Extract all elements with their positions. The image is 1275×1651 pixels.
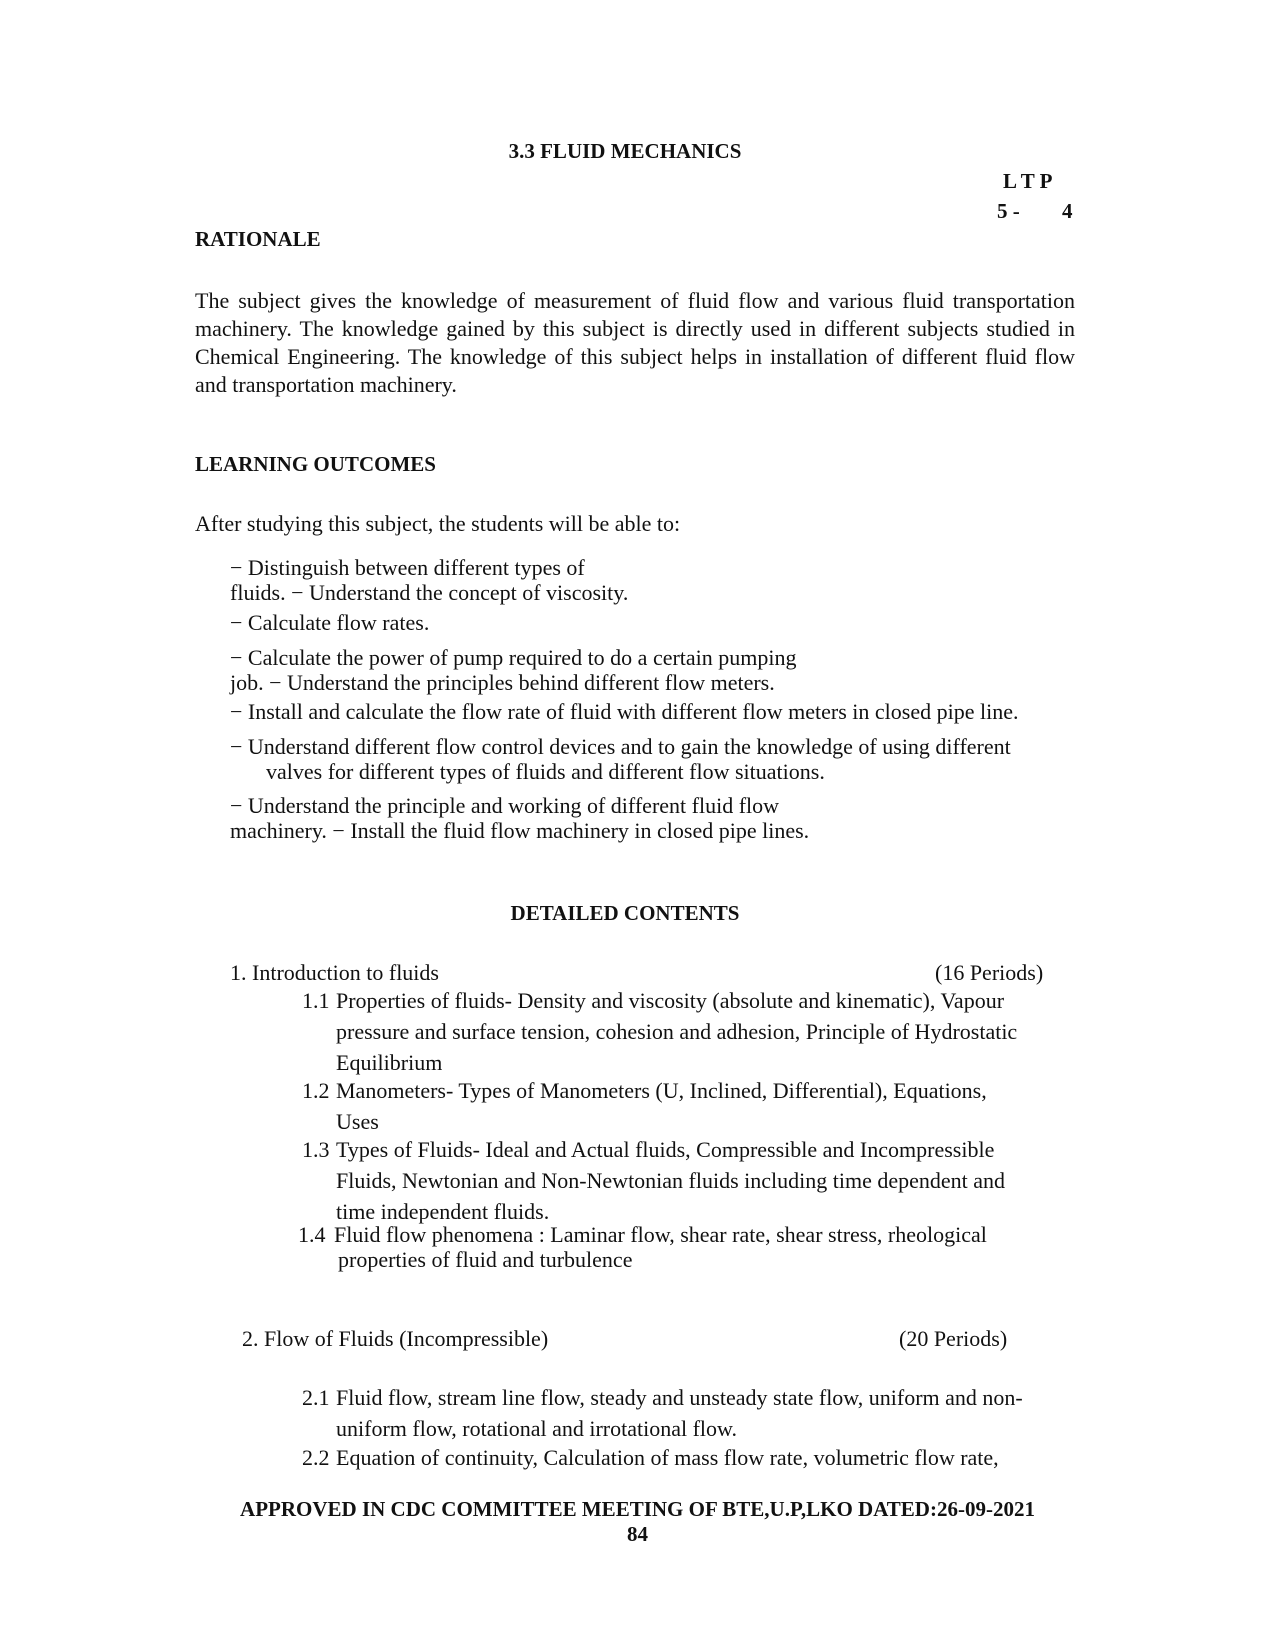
unit-periods: (20 Periods) (899, 1326, 1008, 1351)
topic-line: Types of Fluids- Ideal and Actual fluids, Compressible and Incompressible (336, 1137, 995, 1162)
rationale-heading: RATIONALE (195, 227, 321, 251)
topic-number: 2.2 (302, 1445, 330, 1470)
rationale-paragraph: The subject gives the knowledge of measurement of fluid flow and various fluid transportation machinery. The knowledge gained by this subject is directly used in different subjects studied in Chemical Engineering. The knowledge of this subject helps in installation of different fluid flow and transportation machinery. (195, 288, 1075, 397)
outcome-line: − Calculate the power of pump required to do a certain pumping (230, 645, 797, 670)
topic-line: properties of fluid and turbulence (338, 1247, 633, 1272)
topic-line: time independent fluids. (336, 1199, 550, 1224)
outcome-line: − Install and calculate the flow rate of fluid with different flow meters in closed pipe line. (230, 699, 1019, 724)
outcome-line: − Calculate flow rates. (230, 610, 430, 635)
detailed-contents-heading: DETAILED CONTENTS (510, 901, 740, 925)
topic-number: 2.1 (302, 1385, 330, 1410)
outcome-line: valves for different types of fluids and different flow situations. (266, 759, 825, 784)
topic-line: Fluid flow phenomena : Laminar flow, shear rate, shear stress, rheological (334, 1222, 987, 1247)
topic-item (302, 1442, 999, 1473)
topic-number: 1.1 (302, 988, 330, 1013)
page-number: 84 (627, 1522, 648, 1546)
topic-item (302, 1134, 1005, 1227)
ltp-header: L T P (1003, 169, 1053, 193)
outcome-line: fluids. − Understand the concept of viscosity. (230, 580, 629, 605)
topic-line: Fluid flow, stream line flow, steady and unsteady state flow, uniform and non- (336, 1385, 1023, 1410)
outcome-line: job. − Understand the principles behind different flow meters. (230, 670, 775, 695)
topic-line: Fluids, Newtonian and Non-Newtonian fluids including time dependent and (336, 1168, 1006, 1193)
topic-line: pressure and surface tension, cohesion and adhesion, Principle of Hydrostatic (336, 1019, 1018, 1044)
unit-periods: (16 Periods) (935, 960, 1044, 985)
topic-number: 1.4 (298, 1222, 326, 1247)
topic-item (302, 1382, 1023, 1444)
topic-item (302, 985, 1017, 1078)
topic-number: 1.3 (302, 1137, 330, 1162)
topic-line: Manometers- Types of Manometers (U, Inclined, Differential), Equations, (336, 1078, 987, 1103)
learning-outcomes-heading: LEARNING OUTCOMES (195, 452, 436, 476)
topic-item (298, 1222, 987, 1272)
topic-line: uniform flow, rotational and irrotational flow. (336, 1416, 737, 1441)
topic-line: Uses (336, 1109, 379, 1134)
topic-item (302, 1075, 987, 1137)
topic-line: Properties of fluids- Density and viscosity (absolute and kinematic), Vapour (336, 988, 1005, 1013)
ltp-values-left: 5 - (997, 199, 1020, 223)
page-title: 3.3 FLUID MECHANICS (508, 139, 742, 163)
outcome-line: − Understand the principle and working of different fluid flow (230, 793, 780, 818)
approval-footer: APPROVED IN CDC COMMITTEE MEETING OF BTE,U.P,LKO DATED:26-09-2021 (240, 1497, 1035, 1521)
topic-line: Equilibrium (336, 1050, 443, 1075)
topic-number: 1.2 (302, 1078, 330, 1103)
outcome-line: machinery. − Install the fluid flow machinery in closed pipe lines. (230, 818, 810, 843)
outcome-line: − Understand different flow control devices and to gain the knowledge of using different (230, 734, 1011, 759)
topic-line: Equation of continuity, Calculation of mass flow rate, volumetric flow rate, (336, 1445, 999, 1470)
unit-title: 2. Flow of Fluids (Incompressible) (242, 1326, 549, 1351)
outcome-line: − Distinguish between different types of (230, 555, 585, 580)
ltp-values-right: 4 (1062, 199, 1073, 223)
unit-title: 1. Introduction to fluids (230, 960, 439, 985)
learning-outcomes-intro: After studying this subject, the students will be able to: (195, 511, 681, 536)
